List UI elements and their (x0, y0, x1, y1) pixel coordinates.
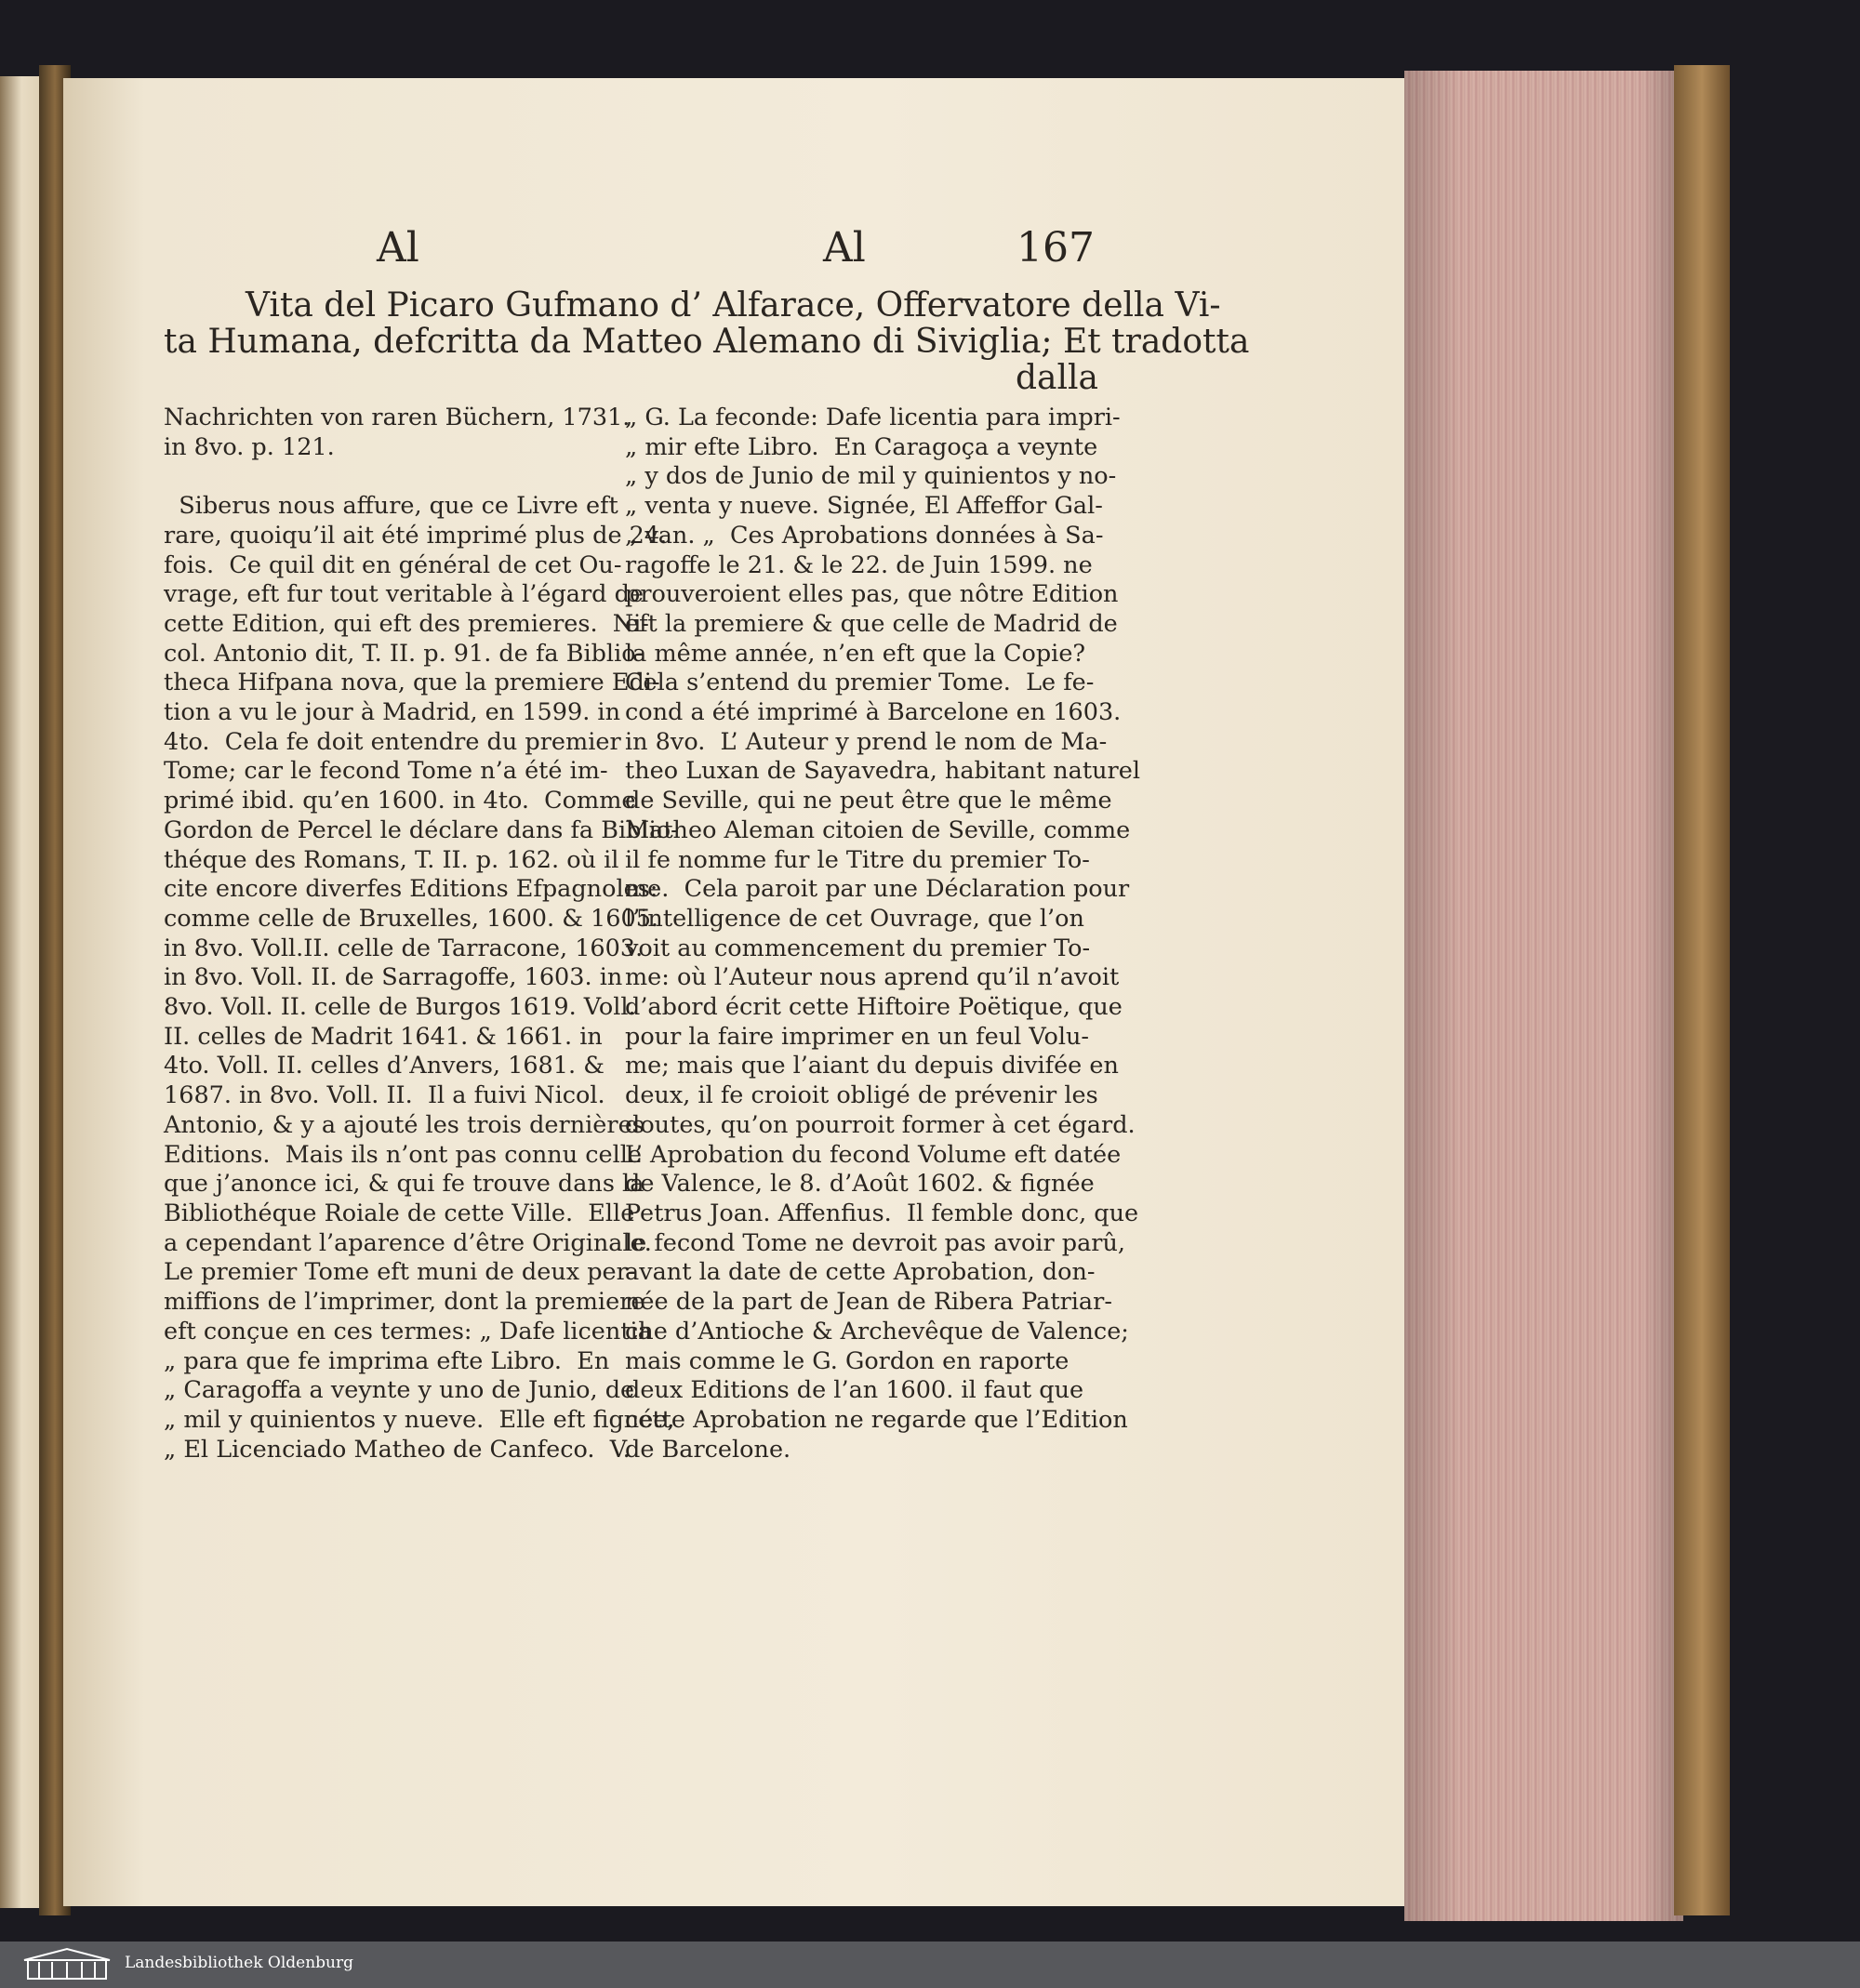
text-line: che d’Antioche & Archevêque de Valence; (625, 1317, 1129, 1345)
text-line: me. Cela paroit par une Déclaration pour (625, 875, 1130, 904)
text-line: primé ibid. qu’en 1600. in 4to. Comme (164, 787, 636, 815)
text-line: miffions de l’imprimer, dont la premiere (164, 1288, 645, 1317)
text-line: a cependant l’aparence d’être Originale. (164, 1228, 652, 1257)
text-line: comme celle de Bruxelles, 1600. & 1605. (164, 904, 659, 933)
text-line: cette Edition, qui eft des premieres. Ni- (164, 609, 649, 638)
running-head-left: Al (377, 224, 419, 272)
text-line: Gordon de Percel le déclare dans fa Biblio- (164, 815, 679, 844)
text-line: „ G. La feconde: Dafe licentia para impri- (625, 404, 1121, 431)
text-line: „ mil y quinientos y nueve. Elle eft fignée, (164, 1405, 675, 1434)
text-line: me: où l’Auteur nous aprend qu’il n’avoit (625, 963, 1120, 992)
text-line: Siberus nous affure, que ce Livre eft (164, 492, 618, 521)
text-line: „ y dos de Junio de mil y quinientos y no- (625, 462, 1117, 491)
text-line: voit au commencement du premier To- (625, 934, 1091, 962)
text-line: prouveroient elles pas, que nôtre Edition (625, 580, 1119, 609)
text-line: 8vo. Voll. II. celle de Burgos 1619. Voll. (164, 993, 636, 1022)
text-line: „ van. „ Ces Aprobations données à Sa- (625, 521, 1104, 550)
text-line: L’ Aprobation du fecond Volume eft datée (625, 1140, 1122, 1169)
text-line: col. Antonio dit, T. II. p. 91. de fa Biblio- (164, 639, 644, 668)
text-line: le fecond Tome ne devroit pas avoir parû, (625, 1228, 1125, 1257)
title-line-3: dalla (1016, 359, 1098, 397)
text-line: „ para que fe imprima efte Libro. En (164, 1346, 610, 1375)
text-line: de Valence, le 8. d’Août 1602. & fignée (625, 1170, 1095, 1199)
text-line: „ Caragoffa a veynte y uno de Junio, de (164, 1376, 635, 1405)
text-line: avant la date de cette Aprobation, don- (625, 1258, 1096, 1287)
text-line: 1687. in 8vo. Voll. II. Il a fuivi Nicol. (164, 1081, 605, 1110)
text-line: doutes, qu’on pourroit former à cet égard. (625, 1110, 1136, 1139)
text-line: theca Hifpana nova, que la premiere Edi- (164, 669, 660, 697)
text-line: in 8vo. L’ Auteur y prend le nom de Ma- (625, 727, 1108, 756)
text-line: l’intelligence de cet Ouvrage, que l’on (625, 904, 1084, 933)
institution-name: Landesbibliothek Oldenburg (125, 1954, 354, 1972)
text-line: „ mir efte Libro. En Caragoça a veynte (625, 432, 1098, 461)
text-line: 4to. Voll. II. celles d’Anvers, 1681. & (164, 1052, 604, 1080)
text-line: née de la part de Jean de Ribera Patriar- (625, 1288, 1112, 1317)
page-number: 167 (1016, 224, 1095, 272)
text-line: Petrus Joan. Affenfius. Il femble donc, que (625, 1199, 1139, 1227)
text-line: Cela s’entend du premier Tome. Le fe- (625, 669, 1095, 697)
text-line: in 8vo. Voll.II. celle de Tarracone, 1603. (164, 934, 644, 962)
text-line: 4to. Cela fe doit entendre du premier (164, 727, 621, 756)
text-line: Nachrichten von raren Büchern, 1731. (164, 404, 631, 431)
left-column (164, 404, 679, 1464)
text-line: rare, quoiqu’il ait été imprimé plus de 24. (164, 521, 668, 550)
text-line: II. celles de Madrit 1641. & 1661. in (164, 1022, 603, 1051)
text-line (164, 462, 679, 492)
title-line-2: ta Humana, defcritta da Matteo Alemano di Siviglia; Et tradotta (164, 323, 1250, 361)
text-line: in 8vo. p. 121. (164, 432, 335, 461)
text-line: eft la premiere & que celle de Madrid de (625, 609, 1118, 638)
text-line: deux, il fe croioit obligé de prévenir les (625, 1081, 1098, 1110)
text-line: Matheo Aleman citoien de Seville, comme (625, 815, 1131, 844)
text-line: in 8vo. Voll. II. de Sarragoffe, 1603. in (164, 963, 623, 992)
footer-bar (0, 1942, 1860, 1988)
text-line: theo Luxan de Sayavedra, habitant naturel (625, 757, 1140, 786)
text-line: Editions. Mais ils n’ont pas connu celle (164, 1140, 642, 1169)
text-line: deux Editions de l’an 1600. il faut que (625, 1376, 1084, 1405)
text-line: vrage, eft fur tout veritable à l’égard de (164, 580, 644, 609)
text-line: Bibliothéque Roiale de cette Ville. Elle (164, 1199, 635, 1227)
text-line: „ El Licenciado Matheo de Canfeco. V. (164, 1435, 631, 1464)
text-line: pour la faire imprimer en un feul Volu- (625, 1022, 1090, 1051)
text-line: cond a été imprimé à Barcelone en 1603. (625, 698, 1122, 727)
text-line: de Seville, qui ne peut être que le même (625, 787, 1112, 815)
text-line: fois. Ce quil dit en général de cet Ou- (164, 550, 622, 579)
text-line: tion a vu le jour à Madrid, en 1599. in (164, 698, 620, 727)
text-line: d’abord écrit cette Hiftoire Poëtique, que (625, 993, 1123, 1022)
text-line: que j’anonce ici, & qui fe trouve dans la (164, 1170, 644, 1199)
title-line-1: Vita del Picaro Gufmano d’ Alfarace, Offervatore della Vi- (246, 286, 1221, 325)
text-line: Antonio, & y a ajouté les trois dernières (164, 1110, 644, 1139)
text-line: la même année, n’en eft que la Copie? (625, 639, 1086, 668)
text-line: eft conçue en ces termes: „ Dafe licentia (164, 1317, 652, 1345)
text-line: cite encore diverfes Editions Efpagnoles: (164, 875, 658, 904)
text-line: „ venta y nueve. Signée, El Affeffor Gal- (625, 492, 1103, 521)
text-line: théque des Romans, T. II. p. 162. où il (164, 845, 619, 874)
text-line: ragoffe le 21. & le 22. de Juin 1599. ne (625, 550, 1093, 579)
text-line: il fe nomme fur le Titre du premier To- (625, 845, 1090, 874)
text-line: mais comme le G. Gordon en raporte (625, 1346, 1070, 1375)
text-line: Le premier Tome eft muni de deux per- (164, 1258, 636, 1287)
text-line: me; mais que l’aiant du depuis divifée en (625, 1052, 1119, 1080)
book-cover-edge (1674, 65, 1730, 1915)
text-line: Tome; car le fecond Tome n’a été im- (164, 757, 608, 786)
text-line: de Barcelone. (625, 1435, 791, 1464)
running-head-center: Al (823, 224, 866, 272)
text-line: cette Aprobation ne regarde que l’Edition (625, 1405, 1128, 1434)
library-building-icon (20, 1947, 113, 1982)
right-column (625, 404, 1140, 1464)
